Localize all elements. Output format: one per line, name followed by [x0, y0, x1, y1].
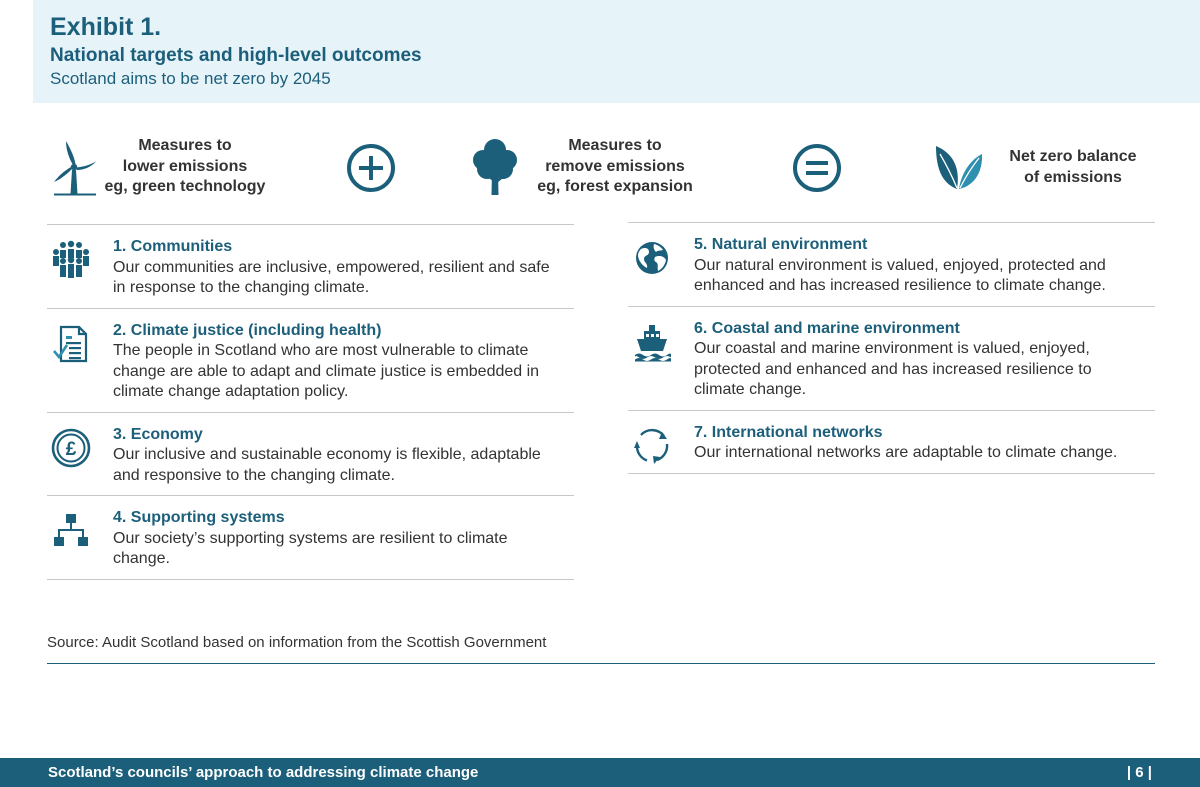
net-zero-equation: [0, 136, 1200, 206]
remove-emissions-line3: eg, forest expansion: [537, 178, 693, 195]
outcome-description-line: in response to the changing climate.: [113, 279, 370, 296]
pound-coin-icon: [51, 428, 91, 468]
outcome-title: 3. Economy: [113, 425, 203, 443]
outcome-description-line: Our natural environment is valued, enjoyed, protected and: [694, 256, 1106, 274]
outcomes-list-right: [628, 222, 1155, 474]
leaves-icon: [934, 142, 984, 192]
plus-icon: [346, 143, 396, 193]
outcome-title: 2. Climate justice (including health): [113, 321, 382, 339]
outcome-description: [113, 445, 574, 486]
exhibit-title: National targets and high-level outcomes: [50, 45, 422, 66]
outcome-description-line: Our society’s supporting systems are resilient to climate: [113, 529, 508, 547]
remove-emissions-line1: Measures to: [568, 137, 662, 154]
source-note: Source: Audit Scotland based on information from the Scottish Government: [47, 633, 1155, 664]
page-number: | 6 |: [1126, 764, 1152, 781]
outcome-description-line: The people in Scotland who are most vulnerable to climate: [113, 342, 529, 359]
ship-icon: [632, 322, 672, 362]
outcome-description-line: Our communities are inclusive, empowered, resilient and safe: [113, 258, 550, 276]
lower-emissions-line3: eg, green technology: [104, 178, 266, 195]
outcome-description-line: Our coastal and marine environment is valued, enjoyed,: [694, 340, 1090, 357]
outcome-communities: [47, 224, 574, 308]
lower-emissions-label: [95, 136, 275, 198]
outcome-supporting-systems: [47, 495, 574, 580]
remove-emissions-label: [525, 136, 705, 198]
footer-title: Scotland’s councils’ approach to addressing climate change: [48, 764, 479, 781]
lower-emissions-line1: Measures to: [138, 137, 232, 154]
outcome-description-line: climate change adaptation policy.: [113, 383, 349, 400]
net-zero-line2: of emissions: [1024, 168, 1122, 186]
outcome-title: 5. Natural environment: [694, 236, 868, 253]
outcomes-list-left: [47, 224, 574, 580]
people-group-icon: [51, 240, 91, 280]
exhibit-subtitle: Scotland aims to be net zero by 2045: [50, 69, 331, 88]
outcome-climate-justice: [47, 308, 574, 412]
outcome-international-networks: [628, 410, 1155, 474]
page-footer: [0, 758, 1200, 787]
svg-text:£: £: [65, 438, 77, 460]
outcome-title: 6. Coastal and marine environment: [694, 319, 960, 337]
outcome-title: 4. Supporting systems: [113, 509, 285, 526]
outcome-description-line: change are able to adapt and climate justice is embedded in: [113, 362, 540, 380]
tree-icon: [471, 138, 519, 196]
exhibit-header: [33, 0, 1200, 103]
outcome-coastal-marine: [628, 306, 1155, 410]
outcome-description-line: and responsive to the changing climate.: [113, 466, 395, 484]
hierarchy-icon: [51, 511, 91, 551]
outcome-description: [694, 256, 1155, 297]
outcome-description: [113, 258, 574, 299]
outcome-description-line: Our inclusive and sustainable economy is flexible, adaptable: [113, 446, 541, 463]
wind-turbine-icon: [52, 140, 98, 196]
outcome-natural-environment: [628, 222, 1155, 306]
net-zero-line1: Net zero balance: [1009, 148, 1137, 165]
net-zero-label: [988, 147, 1158, 188]
lower-emissions-line2: lower emissions: [122, 157, 248, 175]
globe-icon: [632, 238, 672, 278]
document-checklist-icon: [51, 324, 91, 364]
circular-arrows-icon: [632, 426, 672, 466]
outcome-economy: [47, 412, 574, 496]
outcome-title: 1. Communities: [113, 238, 233, 255]
outcome-description-line: protected and enhanced and has increased resilience to: [694, 360, 1092, 378]
outcome-description: [694, 443, 1155, 464]
outcome-description: [113, 341, 574, 403]
outcome-description-line: enhanced and has increased resilience to climate change.: [694, 277, 1106, 294]
remove-emissions-line2: remove emissions: [545, 157, 685, 175]
outcome-description: [113, 529, 574, 570]
outcome-description-line: change.: [113, 550, 170, 567]
equals-icon: [792, 143, 842, 193]
exhibit-label: Exhibit 1.: [50, 13, 162, 41]
outcome-title: 7. International networks: [694, 423, 883, 441]
outcome-description: [694, 339, 1155, 401]
outcome-description-line: Our international networks are adaptable to climate change.: [694, 444, 1118, 461]
outcome-description-line: climate change.: [694, 381, 807, 398]
